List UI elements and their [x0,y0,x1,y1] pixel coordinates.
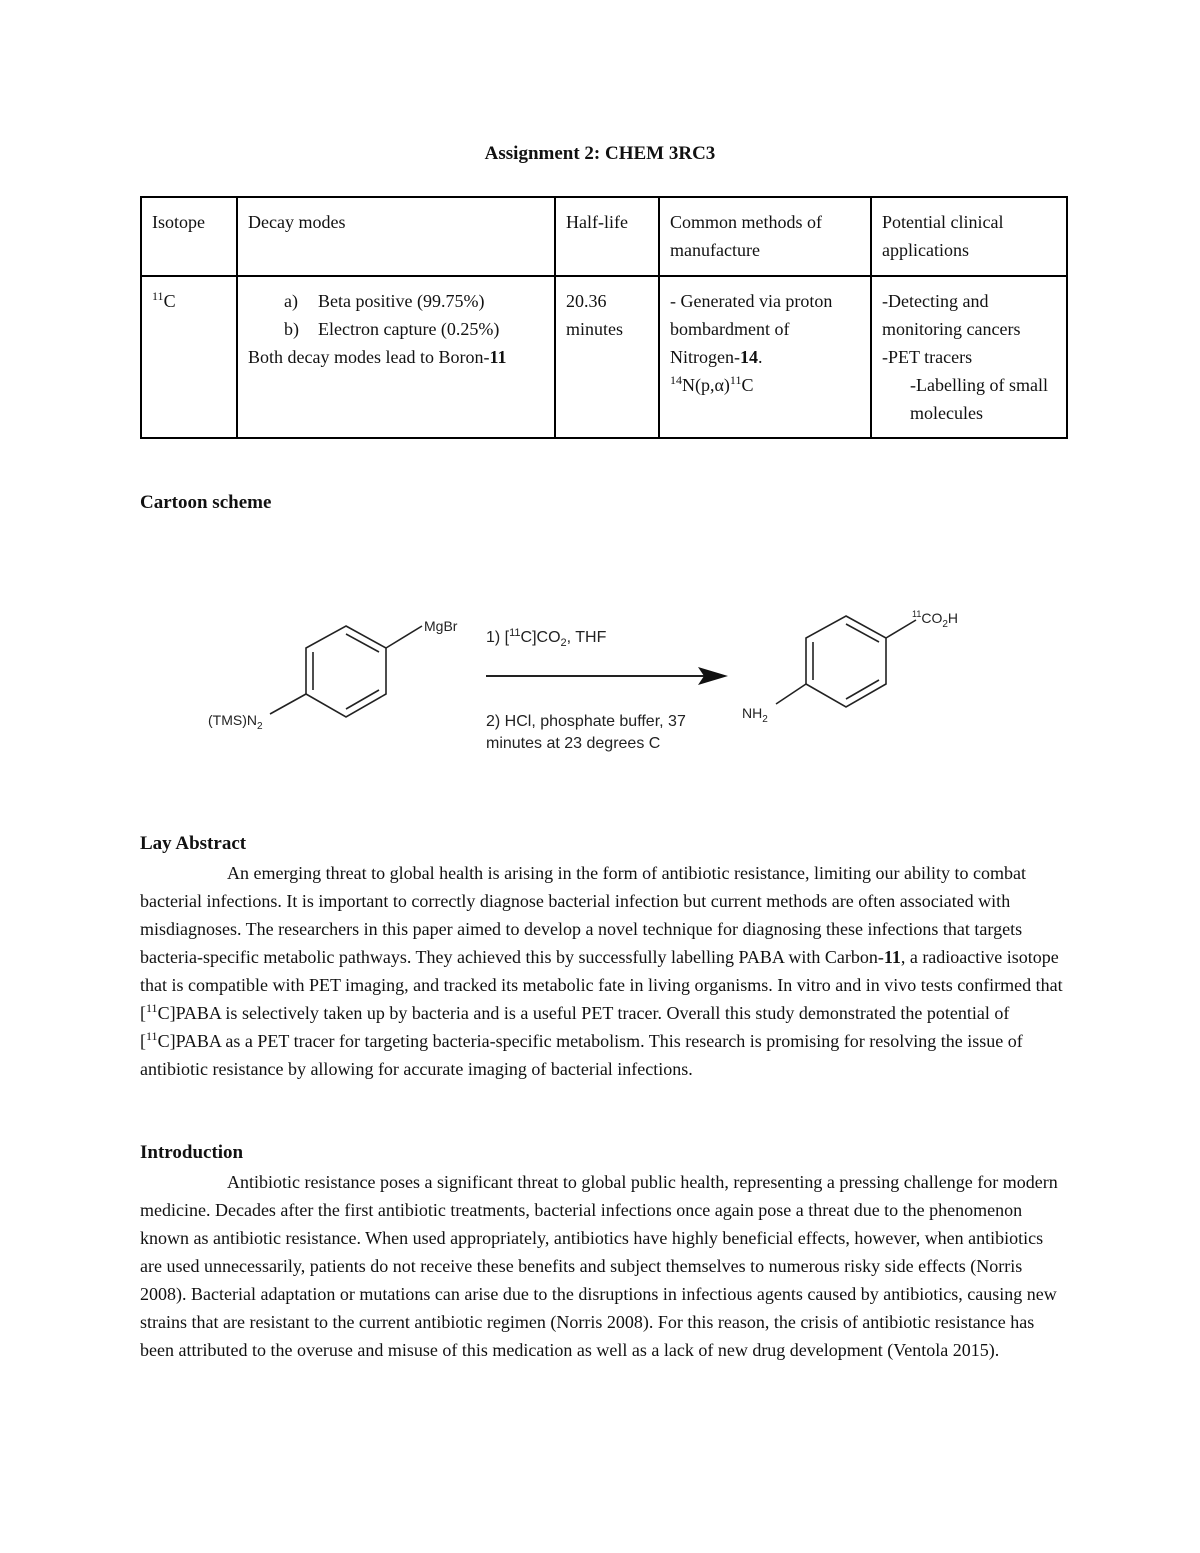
decay-note [248,343,544,371]
lay-abstract-heading: Lay Abstract [140,833,247,854]
product-sup: 11 [912,609,922,619]
cell-isotope [141,276,237,438]
header-half-life: Half-life [555,197,659,276]
product-h: H [947,610,959,626]
cell-applications [871,276,1067,438]
decay-list [248,287,544,343]
cell-decay-modes [237,276,555,438]
abstract-sup: 11 [146,1001,158,1015]
list-item [248,315,544,343]
page-title: Assignment 2: CHEM 3RC3 [484,143,716,164]
manufacture-text [670,287,860,371]
application-item: -Detecting and monitoring cancers [882,291,1021,339]
abstract-text: , a radioactive isotope that is compatible with PET imaging, and tracked its metabolic fate in living organisms. In vitro and in vivo tests confirmed that [ [140,947,1063,1023]
reactant-sub-subscript: 2 [257,721,263,732]
cell-manufacture [659,276,871,438]
abstract-text: An emerging threat to global health is arising in the form of antibiotic resistance, limiting our ability to combat bacterial infections. It is important to correctly diagnose bacterial infection but current methods are often associated with misdiagnoses. The researchers in this paper aimed to develop a novel technique for diagnosing these infections that targets bacteria-specific metabolic pathways. They achieved this by successfully labelling PABA with Carbon- [140,863,1026,967]
reactant-substituent-top: MgBr [424,618,458,634]
step1-prefix: 1) [ [486,629,510,646]
step-2-line-2: minutes at 23 degrees C [486,735,661,752]
decay-note-number: 11 [489,347,507,367]
cartoon-scheme-heading: Cartoon scheme [140,492,272,513]
product-substituent-bottom [742,705,768,725]
introduction-paragraph: Antibiotic resistance poses a significant threat to global public health, representing a pressing challenge for modern medicine. Decades after the first antibiotic treatments, bacterial infections once again pose a threat due to the phenomenon known as antibiotic resistance. When used appropriately, antibiotics have highly beneficial effects, however, when antibiotics are used unnecessarily, patients do not receive these benefits and subject themselves to numerous risky side effects (Norris 2008). Bacterial adaptation or mutations can arise due to the disruptions in infectious agents caused by antibiotics, causing new strains that are resistant to the current antibiotic regimen (Norris 2008). For this reason, the crisis of antibiotic resistance has been attributed to the overuse and misuse of this medication as well as a lack of new drug development (Ventola 2015). [140,1172,1058,1360]
reaction-sup: 14 [670,373,682,387]
reaction-sup: 11 [729,373,742,387]
isotope-table [140,196,1068,439]
manufacture-line: - Generated via proton bombardment of Nitrogen- [670,291,833,367]
abstract-text: C]PABA as a PET tracer for targeting bacteria-specific metabolism. This research is promising for resolving the issue of antibiotic resistance by allowing for accurate imaging of bacterial infections. [140,1031,1023,1079]
reaction-arrow [486,667,728,685]
decay-mode-a: Beta positive (99.75%) [318,291,485,311]
list-marker: a) [284,291,298,311]
product-nh: NH [742,705,763,721]
application-item: -Labelling of small molecules [910,375,1048,423]
product-ring [776,616,916,707]
reaction-scheme [190,590,1010,770]
step1-mid: C]CO [520,629,561,646]
list-marker: b) [284,319,299,339]
manufacture-end: . [757,347,763,367]
cell-half-life: 20.36 minutes [555,276,659,438]
step1-sub: 2 [560,637,567,649]
abstract-sup: 11 [146,1029,158,1043]
header-decay-modes: Decay modes [237,197,555,276]
reaction-end: C [741,375,754,395]
isotope-mass: 11 [152,289,164,303]
header-applications: Potential clinical applications [871,197,1067,276]
lay-abstract-paragraph [140,859,1065,1083]
step1-sup: 11 [509,627,521,639]
product-substituent-top [912,609,958,630]
table-row [141,276,1067,438]
step-2-line-1: 2) HCl, phosphate buffer, 37 [486,713,686,730]
reaction-text: N(p,α) [682,375,730,395]
product-sub: 2 [942,619,948,630]
reactant-ring [270,626,422,717]
nuclear-reaction [670,371,860,399]
step1-end: , THF [566,629,607,646]
reactant-sub-text: (TMS)N [208,712,257,728]
abstract-number: 11 [883,947,901,967]
table-header-row [141,197,1067,276]
application-item: -PET tracers [882,347,973,367]
isotope-symbol: C [163,291,176,311]
manufacture-number: 14 [739,347,758,367]
reactant-substituent-bottom [208,712,263,732]
abstract-text: C]PABA is selectively taken up by bacteria and is a useful PET tracer. Overall this study demonstrated the potential of [ [140,1003,1010,1051]
step-1-conditions [486,627,607,649]
header-manufacture: Common methods of manufacture [659,197,871,276]
product-co: CO [921,610,943,626]
product-nh-sub: 2 [762,714,768,725]
decay-note-text: Both decay modes lead to Boron- [248,347,490,367]
list-item [248,287,544,315]
introduction-heading: Introduction [140,1142,244,1163]
decay-mode-b: Electron capture (0.25%) [318,319,500,339]
header-isotope: Isotope [141,197,237,276]
